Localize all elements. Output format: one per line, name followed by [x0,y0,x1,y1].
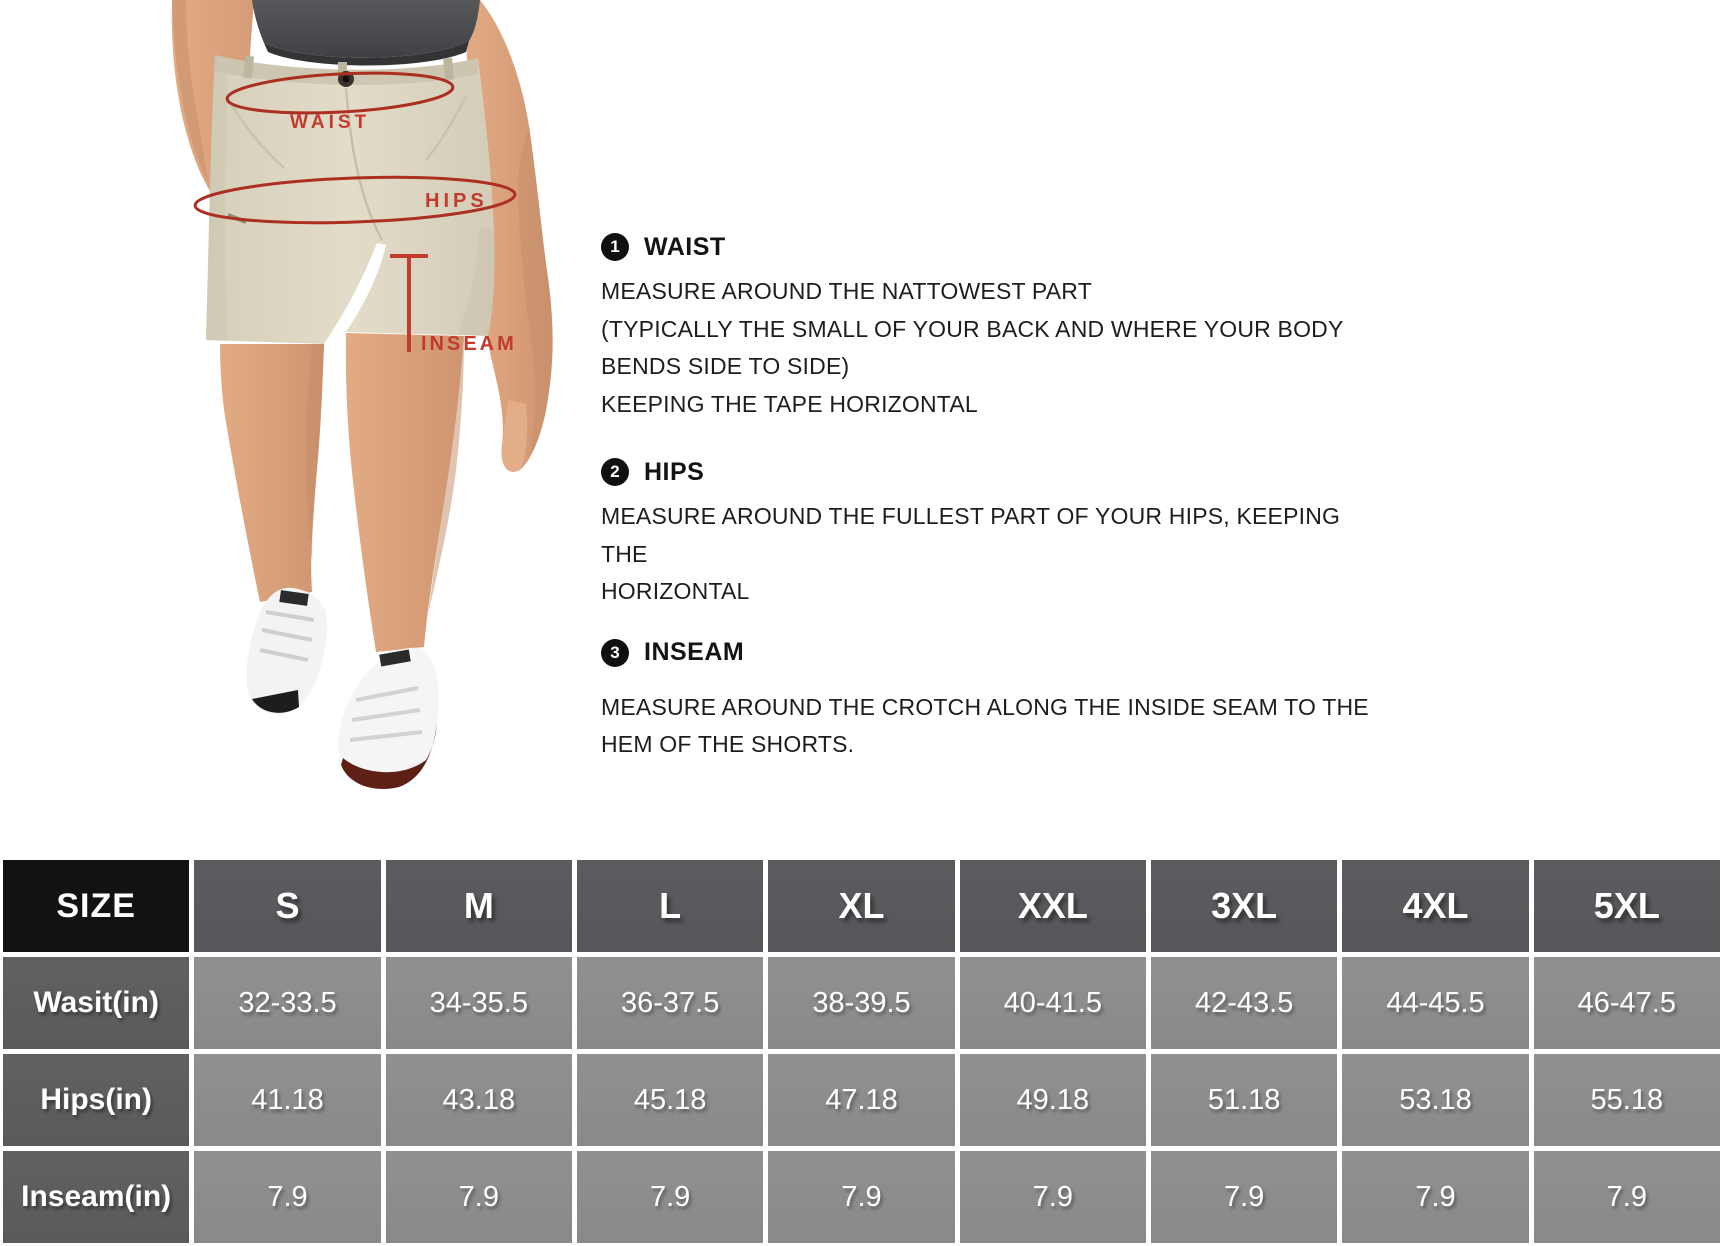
size-cell: 32-33.5 [194,957,380,1049]
size-header-cell: 4XL [1342,860,1528,952]
size-cell: 44-45.5 [1342,957,1528,1049]
hips-annotation-label: HIPS [425,190,488,212]
size-cell: 41.18 [194,1054,380,1146]
size-cell: 49.18 [960,1054,1146,1146]
model-illustration [128,0,598,800]
instruction-inseam-title: INSEAM [644,638,745,666]
size-cell: 43.18 [386,1054,572,1146]
instruction-line: BENDS SIDE TO SIDE) [601,353,850,379]
size-cell: 34-35.5 [386,957,572,1049]
step-3-badge: 3 [601,639,629,667]
instruction-hips [601,456,1391,611]
step-2-badge: 2 [601,458,629,486]
size-header-cell: M [386,860,572,952]
size-cell: 7.9 [1342,1151,1528,1243]
instruction-line: KEEPING THE TAPE HORIZONTAL [601,390,978,417]
row-label: Inseam(in) [3,1151,189,1243]
right-shoe [338,648,438,789]
size-cell: 45.18 [577,1054,763,1146]
instruction-line: MEASURE AROUND THE CROTCH ALONG THE INSIDE SEAM TO THE [601,693,1369,720]
size-cell: 42-43.5 [1151,957,1337,1049]
instruction-line: HEM OF THE SHORTS. [601,731,855,757]
size-table [0,857,1723,1246]
instruction-hips-title: HIPS [644,457,705,486]
size-cell: 47.18 [768,1054,954,1146]
size-header-cell: XXL [960,860,1146,952]
instruction-line: HORIZONTAL [601,578,750,604]
instruction-inseam [601,637,1391,764]
shirt [252,0,480,66]
size-header-cell: SIZE [3,860,189,952]
size-cell: 46-47.5 [1534,957,1720,1049]
step-1-badge: 1 [601,233,629,261]
size-cell: 40-41.5 [960,957,1146,1049]
model-photo [128,0,598,800]
instruction-waist [601,231,1391,423]
size-cell: 53.18 [1342,1054,1528,1146]
left-shoe [247,588,328,714]
waist-annotation-label: WAIST [290,112,371,133]
instruction-line: MEASURE AROUND THE FULLEST PART OF YOUR HIPS, KEEPING THE [601,503,1341,567]
size-cell: 7.9 [194,1151,380,1243]
size-cell: 7.9 [577,1151,763,1243]
size-cell: 55.18 [1534,1054,1720,1146]
measuring-instructions [601,231,1391,764]
size-header-cell: XL [768,860,954,952]
size-header-cell: 5XL [1534,860,1720,952]
row-label: Hips(in) [3,1054,189,1146]
size-cell: 51.18 [1151,1054,1337,1146]
size-cell: 7.9 [960,1151,1146,1243]
size-cell: 7.9 [768,1151,954,1243]
size-cell: 7.9 [386,1151,572,1243]
size-header-cell: L [577,860,763,952]
size-cell: 7.9 [1534,1151,1720,1243]
instruction-line: (TYPICALLY THE SMALL OF YOUR BACK AND WHERE YOUR BODY [601,315,1344,342]
legs [220,333,464,652]
size-cell: 7.9 [1151,1151,1337,1243]
size-cell: 36-37.5 [577,957,763,1049]
instruction-line: MEASURE AROUND THE NATTOWEST PART [601,278,1092,304]
inseam-annotation-label: INSEAM [421,333,517,355]
size-header-cell: 3XL [1151,860,1337,952]
instruction-waist-title: WAIST [644,232,726,261]
row-label: Wasit(in) [3,957,189,1049]
size-cell: 38-39.5 [768,957,954,1049]
size-header-cell: S [194,860,380,952]
